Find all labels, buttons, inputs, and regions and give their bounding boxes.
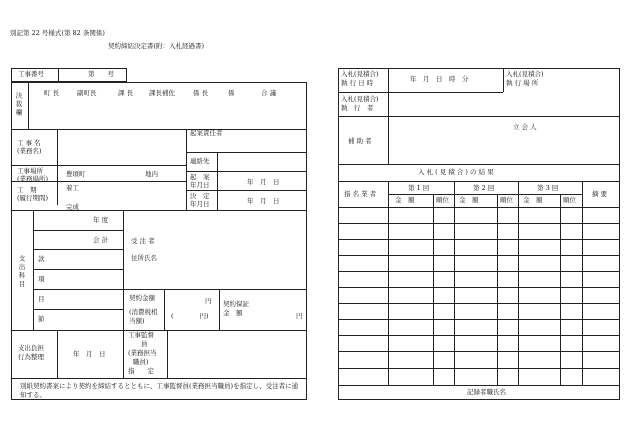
contractor-address-label: 住所氏名 (131, 254, 157, 262)
tax-sub-label: 当額) (129, 317, 145, 325)
bid-datetime-label: 入札(見積合) (341, 70, 379, 78)
work-number-label: 工事番号 (18, 70, 44, 78)
approver-consult: 合 議 (261, 89, 277, 97)
deposit-label: 契約保証 (223, 300, 249, 308)
approver-staff: 係 (228, 89, 235, 97)
tax-amount: ( 円) (171, 312, 209, 320)
supervisor-label-5: 指 定 (128, 367, 154, 375)
supervisor-label-3: (業務担当 (128, 349, 157, 357)
drafter-label: 起案責任者 (190, 129, 223, 137)
round-1-amount-label: 金 額 (395, 196, 415, 204)
bid-person-sub-label: 執 行 者 (341, 104, 374, 112)
form-title: 契約締結決定書(附：入札経過書) (108, 42, 205, 50)
supervisor-label-4: 職員) (133, 358, 149, 366)
table-row (338, 223, 620, 224)
round-1-rank-label: 順位 (436, 196, 449, 204)
table-row (338, 385, 620, 386)
budget-kou: 項 (38, 275, 45, 283)
work-place-value: 豊頃町 (66, 170, 86, 178)
bid-person-label: 入札(見積合) (341, 95, 379, 103)
work-place-suffix: 地内 (145, 170, 158, 178)
bid-datetime-sub-label: 執 行 日 時 (341, 79, 374, 87)
period-end: 完成 (66, 203, 79, 211)
work-place-label: 工事場所 (17, 167, 43, 175)
decision-date-value: 年 月 日 (247, 197, 280, 205)
result-title: 入 札 ( 見 積 合 ) の 結 果 (418, 168, 494, 176)
work-name-label: 工 事 名 (17, 139, 41, 147)
period-sub-label: (履行期間) (17, 194, 49, 202)
contact-label: 連絡先 (190, 157, 210, 165)
recorder-label: 記録者職氏名 (467, 388, 506, 396)
table-row (338, 368, 620, 369)
budget-moku: 目 (38, 295, 45, 303)
decision-date-label: 決 定 (190, 192, 210, 200)
approver-section-chief: 課 長 (118, 89, 134, 97)
round-3-amount-label: 金 額 (523, 196, 543, 204)
budget-setsu: 節 (38, 315, 45, 323)
budget-kan: 款 (38, 255, 45, 263)
work-number-unit: 第 号 (88, 70, 114, 78)
contractor-label: 受 注 者 (131, 237, 155, 245)
work-place-sub-label: (業務場所) (17, 175, 49, 183)
table-row (338, 351, 620, 352)
approver-mayor: 町 長 (44, 89, 60, 97)
deposit-sub-label: 金 額 (223, 309, 243, 317)
period-label: 工 期 (17, 186, 37, 194)
approval-label: 決裁欄 (14, 92, 23, 118)
burden-date: 年 月 日 (73, 350, 106, 358)
bid-place-label: 入札(見積合) (506, 70, 544, 78)
approver-deputy-mayor: 副町長 (77, 89, 97, 97)
approval-note: 別紙契約書案により契約を締結するとともに、工事監督員(業務担当職員)を指定し、受注者に通知する。 (20, 382, 299, 399)
assistant-label: 補 助 者 (348, 137, 372, 145)
form-number: 別記第 22 号様式(第 82 条関係) (10, 29, 105, 37)
period-start: 着工 (66, 184, 79, 192)
table-row (338, 239, 620, 240)
contract-yen: 円 (205, 297, 212, 305)
round-3-label: 第 3 回 (537, 184, 559, 192)
supervisor-label-2: 員 (141, 340, 148, 348)
draft-date-label: 起 案 (190, 173, 210, 181)
contract-amount-label: 契約金額 (129, 294, 155, 302)
approver-group-leader: 係 長 (193, 89, 209, 97)
work-name-sub-label: (業務名) (17, 147, 42, 155)
decision-date-sub-label: 年月日 (190, 200, 210, 208)
budget-label: 支出科目 (17, 255, 26, 289)
remarks-label: 摘 要 (592, 190, 608, 198)
round-2-rank-label: 順位 (500, 196, 513, 204)
supervisor-label-1: 工事監督 (128, 331, 154, 339)
budget-account: 会 計 (93, 236, 109, 244)
bidder-label: 指 名 業 者 (344, 190, 377, 198)
bid-place-sub-label: 執 行 場 所 (506, 79, 539, 87)
witness-label: 立 会 人 (513, 123, 537, 131)
table-row (338, 303, 620, 304)
budget-year: 年 度 (93, 216, 109, 224)
table-row (338, 255, 620, 256)
draft-date-sub-label: 年月日 (190, 181, 210, 189)
table-row (338, 287, 620, 288)
round-1-label: 第 1 回 (408, 184, 430, 192)
round-2-amount-label: 金 額 (459, 196, 479, 204)
table-row (338, 335, 620, 336)
approver-assistant-chief: 課長補佐 (149, 89, 175, 97)
deposit-yen: 円 (296, 312, 303, 320)
burden-sub-label: 行為整理 (18, 353, 44, 361)
bid-datetime-value: 年 月 日 時 分 (410, 75, 469, 83)
round-2-label: 第 2 回 (473, 184, 495, 192)
draft-date-value: 年 月 日 (247, 178, 280, 186)
burden-label: 支出負担 (18, 344, 44, 352)
round-3-rank-label: 順位 (563, 196, 576, 204)
tax-label: (消費税相 (129, 308, 158, 316)
table-row (338, 271, 620, 272)
table-row (338, 319, 620, 320)
